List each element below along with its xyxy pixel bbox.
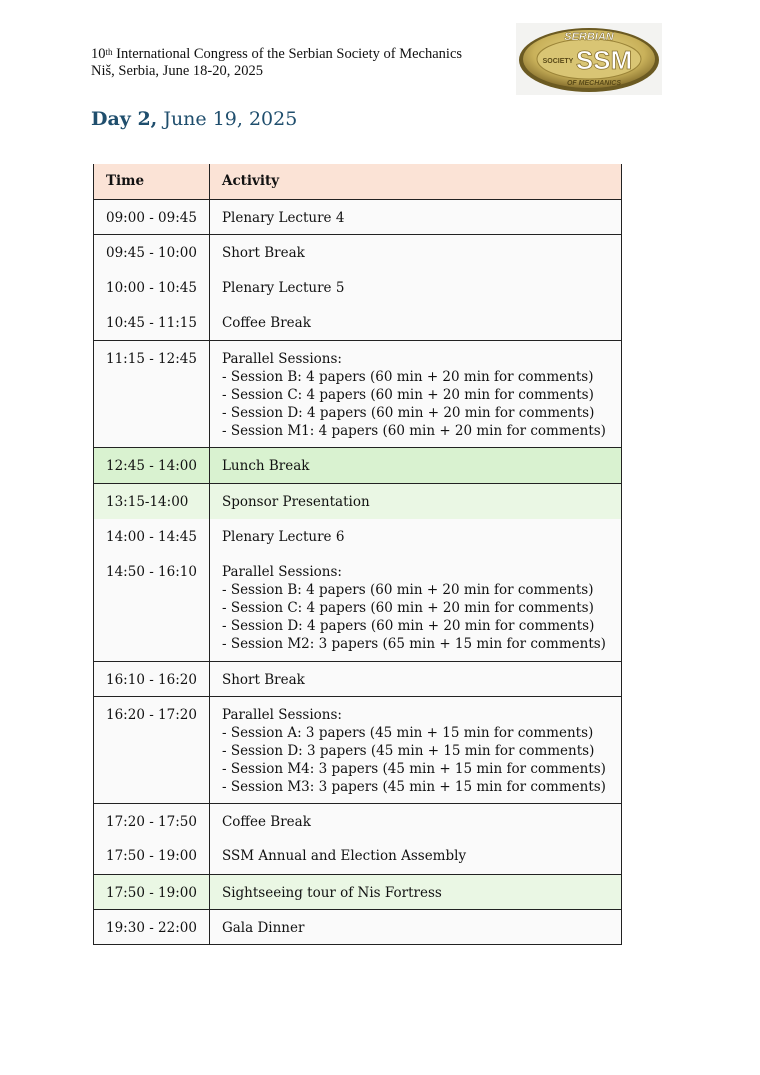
activity-cell — [209, 554, 621, 661]
activity-line: - Session B: 4 papers (60 min + 20 min for comments) — [221, 368, 594, 385]
activity-line: - Session B: 4 papers (60 min + 20 min for comments) — [221, 582, 594, 598]
ssm-logo — [516, 23, 662, 95]
congress-number: 10 — [91, 46, 106, 62]
activity-line: Sightseeing tour of Nis Fortress — [221, 884, 442, 901]
activity-line: - Session D: 4 papers (60 min + 20 min for comments) — [221, 404, 595, 421]
activity-line: - Session M3: 3 papers (45 min + 15 min for comments) — [221, 778, 606, 795]
table-row — [94, 270, 622, 305]
table-row — [94, 234, 622, 270]
logo-bottom-text: OF MECHANICS — [566, 80, 622, 87]
time-cell: 09:45 - 10:00 — [94, 234, 210, 270]
activity-line: Plenary Lecture 4 — [221, 209, 345, 226]
time-cell: 17:50 - 19:00 — [94, 874, 210, 909]
congress-name-line — [91, 46, 462, 63]
activity-cell — [209, 909, 621, 944]
time-cell: 13:15-14:00 — [94, 483, 210, 519]
table-row — [94, 909, 622, 944]
table-row — [94, 519, 622, 554]
activity-line: - Session D: 3 papers (45 min + 15 min for comments) — [221, 742, 595, 759]
activity-line: - Session A: 3 papers (45 min + 15 min for comments) — [221, 724, 594, 741]
table-row — [94, 696, 622, 803]
time-cell: 16:20 - 17:20 — [94, 696, 210, 803]
activity-cell — [209, 270, 621, 305]
table-row — [94, 199, 622, 234]
activity-line: Sponsor Presentation — [221, 493, 370, 510]
activity-line: Lunch Break — [221, 457, 310, 474]
time-cell: 12:45 - 14:00 — [94, 447, 210, 483]
time-cell: 19:30 - 22:00 — [94, 909, 210, 944]
activity-line: Parallel Sessions: — [221, 706, 342, 723]
congress-suffix: th — [105, 47, 113, 57]
time-cell: 10:45 - 11:15 — [94, 305, 210, 340]
activity-line: Parallel Sessions: — [221, 564, 342, 580]
activity-column-header: Activity — [209, 164, 621, 199]
time-cell: 11:15 - 12:45 — [94, 340, 210, 447]
table-row — [94, 838, 622, 874]
table-row — [94, 554, 622, 661]
time-cell: 14:50 - 16:10 — [94, 554, 210, 661]
time-cell: 14:00 - 14:45 — [94, 519, 210, 554]
activity-cell — [209, 661, 621, 696]
activity-cell — [209, 838, 621, 874]
congress-header — [91, 46, 462, 80]
time-column-header: Time — [94, 164, 210, 199]
activity-line: Coffee Break — [221, 315, 311, 331]
location-date: Niš, Serbia, June 18-20, 2025 — [91, 63, 263, 79]
activity-cell — [209, 874, 621, 909]
activity-line: Coffee Break — [221, 813, 311, 830]
time-cell: 17:20 - 17:50 — [94, 803, 210, 838]
activity-line: - Session C: 4 papers (60 min + 20 min for comments) — [221, 600, 594, 616]
time-cell: 17:50 - 19:00 — [94, 838, 210, 874]
time-cell: 16:10 - 16:20 — [94, 661, 210, 696]
activity-line: Parallel Sessions: — [221, 350, 342, 367]
logo-left-text: SOCIETY — [542, 58, 574, 65]
activity-line: SSM Annual and Election Assembly — [221, 848, 467, 864]
activity-line: Short Break — [221, 244, 305, 261]
activity-cell — [209, 234, 621, 270]
activity-cell — [209, 340, 621, 447]
table-row — [94, 661, 622, 696]
activity-cell — [209, 519, 621, 554]
day-date: June 19, 2025 — [163, 108, 298, 130]
activity-line: - Session C: 4 papers (60 min + 20 min for comments) — [221, 386, 594, 403]
activity-cell — [209, 483, 621, 519]
activity-cell — [209, 199, 621, 234]
activity-line: Gala Dinner — [221, 919, 305, 936]
activity-cell — [209, 696, 621, 803]
activity-line: Plenary Lecture 5 — [221, 280, 345, 296]
table-row — [94, 447, 622, 483]
activity-cell — [209, 305, 621, 340]
time-cell: 10:00 - 10:45 — [94, 270, 210, 305]
activity-line: - Session M1: 4 papers (60 min + 20 min for comments) — [221, 422, 606, 439]
activity-cell — [209, 803, 621, 838]
schedule-table — [93, 164, 622, 945]
logo-center-text: SSM — [575, 45, 633, 75]
congress-name: International Congress of the Serbian Society of Mechanics — [116, 46, 463, 62]
table-row — [94, 803, 622, 838]
day-label: Day 2, — [91, 108, 158, 130]
table-row — [94, 483, 622, 519]
table-row — [94, 874, 622, 909]
activity-line: - Session M2: 3 papers (65 min + 15 min for comments) — [221, 636, 606, 652]
activity-cell — [209, 447, 621, 483]
day-title — [91, 108, 297, 130]
activity-line: - Session M4: 3 papers (45 min + 15 min for comments) — [221, 760, 606, 777]
activity-line: - Session D: 4 papers (60 min + 20 min for comments) — [221, 618, 595, 634]
activity-line: Plenary Lecture 6 — [221, 529, 345, 545]
time-cell: 09:00 - 09:45 — [94, 199, 210, 234]
table-row — [94, 340, 622, 447]
table-row — [94, 305, 622, 340]
table-header-row — [94, 164, 622, 199]
logo-top-text: SERBIAN — [564, 31, 614, 43]
activity-line: Short Break — [221, 671, 305, 688]
